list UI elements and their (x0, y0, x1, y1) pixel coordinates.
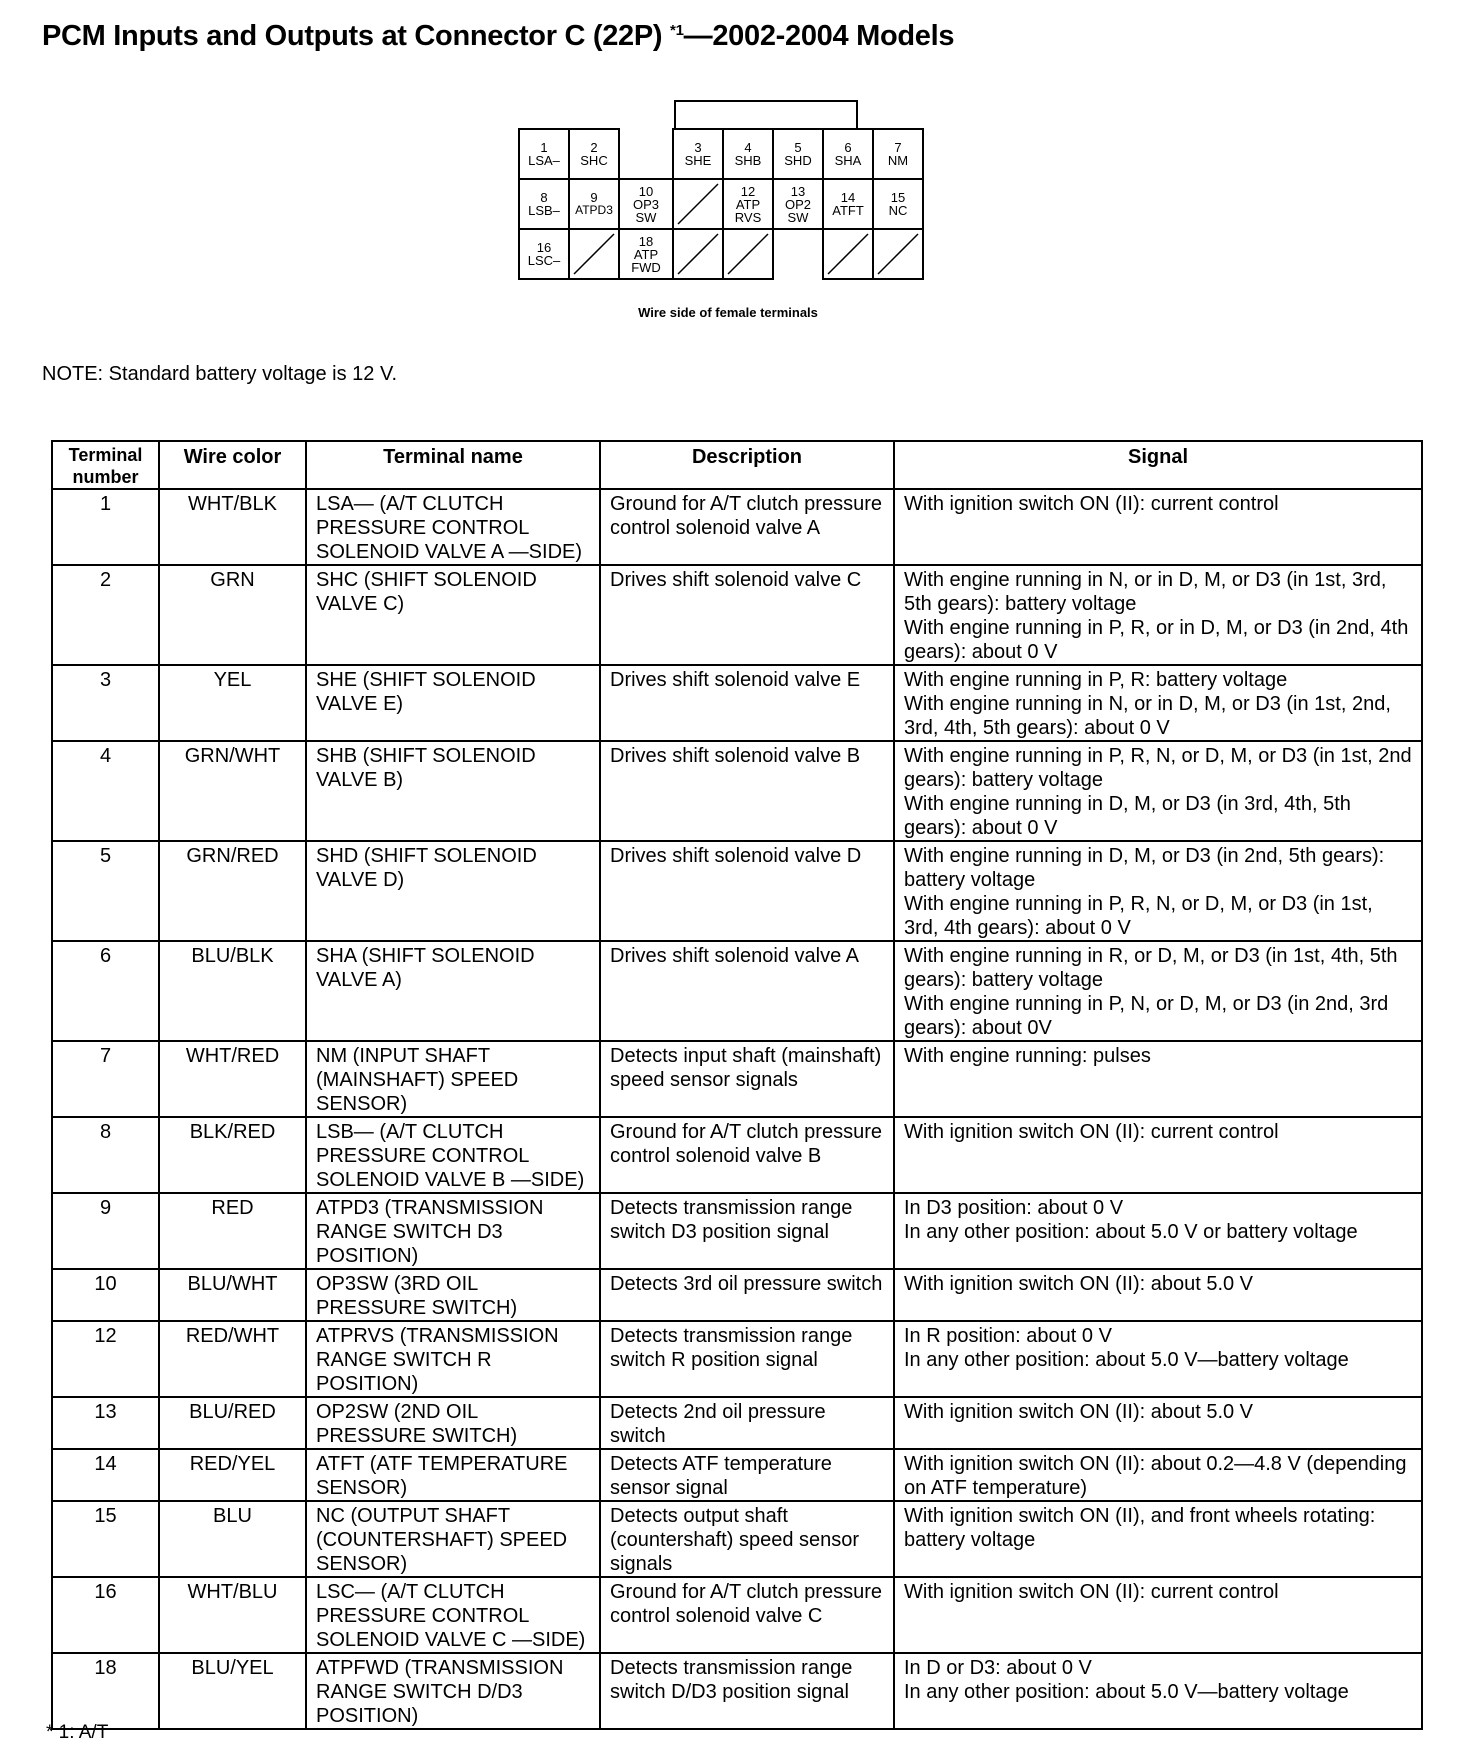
cell-description: Drives shift solenoid valve B (600, 741, 894, 841)
terminal-empty (722, 228, 774, 280)
terminal-label: ATPD3 (575, 203, 613, 217)
table-row (52, 1193, 1422, 1269)
cell-wire-color: BLU/BLK (159, 941, 306, 1041)
cell-terminal-name: LSB— (A/T CLUTCH PRESSURE CONTROL SOLENOID VALVE B —SIDE) (306, 1117, 600, 1193)
cell-description: Detects transmission range switch D3 position signal (600, 1193, 894, 1269)
table-row (52, 941, 1422, 1041)
cell-terminal-number: 6 (52, 941, 159, 1041)
terminal-label: FWD (631, 259, 661, 275)
cell-terminal-name: NC (OUTPUT SHAFT (COUNTERSHAFT) SPEED SENSOR) (306, 1501, 600, 1577)
table-row (52, 1449, 1422, 1501)
signal-line: With engine running in P, R, or in D, M, or D3 (in 2nd, 4th gears): about 0 V (904, 617, 1409, 663)
cell-description: Detects transmission range switch R position signal (600, 1321, 894, 1397)
terminal-number: 10 (638, 183, 654, 199)
terminal-13 (772, 178, 824, 230)
connector-diagram (518, 100, 938, 300)
terminal-number: 7 (894, 140, 902, 155)
empty-slash-icon (824, 230, 872, 278)
cell-description: Detects 2nd oil pressure switch (600, 1397, 894, 1449)
cell-signal (894, 1577, 1422, 1653)
terminal-label: RVS (734, 209, 762, 225)
terminal-empty (872, 228, 924, 280)
table-row (52, 841, 1422, 941)
signal-line: With engine running in P, R, N, or D, M, or D3 (in 1st, 2nd gears): battery voltage (904, 745, 1412, 791)
table-row (52, 1653, 1422, 1729)
signal-line: In any other position: about 5.0 V—battery voltage (904, 1681, 1349, 1703)
table-row (52, 1321, 1422, 1397)
cell-wire-color: RED/WHT (159, 1321, 306, 1397)
terminal-label: SHE (684, 153, 712, 168)
cell-terminal-name: ATPRVS (TRANSMISSION RANGE SWITCH R POSITION) (306, 1321, 600, 1397)
terminal-empty (822, 228, 874, 280)
cell-wire-color: WHT/BLU (159, 1577, 306, 1653)
cell-terminal-number: 8 (52, 1117, 159, 1193)
cell-terminal-number: 1 (52, 489, 159, 565)
header-terminal-number: Terminal number (52, 441, 159, 489)
cell-terminal-number: 3 (52, 665, 159, 741)
cell-description: Detects 3rd oil pressure switch (600, 1269, 894, 1321)
cell-terminal-number: 13 (52, 1397, 159, 1449)
terminal-label: ATP (633, 246, 659, 262)
terminal-7 (872, 128, 924, 180)
terminal-label: SHA (834, 153, 862, 168)
terminal-label: NC (888, 203, 908, 218)
cell-terminal-number: 10 (52, 1269, 159, 1321)
cell-terminal-name: OP2SW (2ND OIL PRESSURE SWITCH) (306, 1397, 600, 1449)
terminal-empty (672, 178, 724, 230)
terminal-number: 12 (740, 183, 756, 199)
terminal-label: NM (887, 153, 909, 168)
signal-line: With engine running in R, or D, M, or D3 (in 1st, 4th, 5th gears): battery voltage (904, 945, 1398, 991)
signal-line: In R position: about 0 V (904, 1325, 1112, 1347)
cell-wire-color: BLU/RED (159, 1397, 306, 1449)
terminal-label: LSC– (527, 253, 561, 268)
terminal-number: 14 (840, 190, 856, 205)
signal-line: With engine running in P, N, or D, M, or D3 (in 2nd, 3rd gears): about 0V (904, 993, 1389, 1039)
empty-slash-icon (570, 230, 618, 278)
header-terminal-name: Terminal name (306, 441, 600, 489)
signal-line: In any other position: about 5.0 V or battery voltage (904, 1221, 1358, 1243)
cell-signal (894, 1269, 1422, 1321)
cell-terminal-name: NM (INPUT SHAFT (MAINSHAFT) SPEED SENSOR) (306, 1041, 600, 1117)
signal-line: With ignition switch ON (II): current control (904, 1581, 1279, 1603)
cell-wire-color: RED/YEL (159, 1449, 306, 1501)
table-row (52, 565, 1422, 665)
header-signal: Signal (894, 441, 1422, 489)
cell-signal (894, 941, 1422, 1041)
terminal-5 (772, 128, 824, 180)
terminal-label: SHC (580, 153, 608, 168)
cell-wire-color: WHT/BLK (159, 489, 306, 565)
terminal-number: 6 (844, 140, 852, 155)
table-row (52, 1117, 1422, 1193)
page-title (42, 20, 954, 53)
cell-wire-color: GRN/RED (159, 841, 306, 941)
terminal-4 (722, 128, 774, 180)
terminal-1 (518, 128, 570, 180)
terminal-label: ATFT (832, 203, 864, 218)
cell-terminal-number: 14 (52, 1449, 159, 1501)
signal-line: In any other position: about 5.0 V—battery voltage (904, 1349, 1349, 1371)
cell-description: Drives shift solenoid valve C (600, 565, 894, 665)
cell-signal (894, 741, 1422, 841)
terminal-number: 15 (890, 190, 906, 205)
cell-description: Detects transmission range switch D/D3 position signal (600, 1653, 894, 1729)
header-wire-color: Wire color (159, 441, 306, 489)
cell-terminal-number: 15 (52, 1501, 159, 1577)
cell-wire-color: WHT/RED (159, 1041, 306, 1117)
signal-line: With engine running in P, R, N, or D, M, or D3 (in 1st, 3rd, 4th gears): about 0 V (904, 893, 1373, 939)
table-row (52, 1269, 1422, 1321)
cell-terminal-name: SHE (SHIFT SOLENOID VALVE E) (306, 665, 600, 741)
cell-terminal-name: SHA (SHIFT SOLENOID VALVE A) (306, 941, 600, 1041)
cell-wire-color: BLU/YEL (159, 1653, 306, 1729)
cell-signal (894, 1321, 1422, 1397)
cell-terminal-name: SHB (SHIFT SOLENOID VALVE B) (306, 741, 600, 841)
cell-description: Drives shift solenoid valve A (600, 941, 894, 1041)
terminal-label: LSB– (528, 203, 560, 218)
cell-wire-color: BLK/RED (159, 1117, 306, 1193)
cell-signal (894, 1653, 1422, 1729)
table-row (52, 1501, 1422, 1577)
terminal-label: SW (787, 209, 809, 225)
cell-terminal-name: ATPFWD (TRANSMISSION RANGE SWITCH D/D3 POSITION) (306, 1653, 600, 1729)
cell-wire-color: YEL (159, 665, 306, 741)
cell-terminal-number: 2 (52, 565, 159, 665)
terminal-14 (822, 178, 874, 230)
table-row (52, 1397, 1422, 1449)
signal-line: With engine running in D, M, or D3 (in 2nd, 5th gears): battery voltage (904, 845, 1385, 891)
terminal-number: 2 (590, 140, 598, 155)
cell-signal (894, 489, 1422, 565)
empty-slash-icon (724, 230, 772, 278)
terminal-number: 13 (790, 183, 806, 199)
cell-signal (894, 1041, 1422, 1117)
cell-description: Detects output shaft (countershaft) speed sensor signals (600, 1501, 894, 1577)
cell-wire-color: RED (159, 1193, 306, 1269)
cell-terminal-name: OP3SW (3RD OIL PRESSURE SWITCH) (306, 1269, 600, 1321)
cell-terminal-name: ATFT (ATF TEMPERATURE SENSOR) (306, 1449, 600, 1501)
terminal-empty (568, 228, 620, 280)
table-row (52, 741, 1422, 841)
empty-slash-icon (674, 230, 722, 278)
note-text: NOTE: Standard battery voltage is 12 V. (42, 363, 398, 385)
table-row (52, 665, 1422, 741)
signal-line: With ignition switch ON (II): about 5.0 V (904, 1273, 1254, 1295)
terminal-number: 9 (590, 190, 598, 205)
terminal-15 (872, 178, 924, 230)
cell-signal (894, 1397, 1422, 1449)
terminal-empty (672, 228, 724, 280)
terminal-label: SHB (734, 153, 762, 168)
cell-terminal-name: SHC (SHIFT SOLENOID VALVE C) (306, 565, 600, 665)
title-superscript: *1 (670, 22, 684, 39)
signal-line: With ignition switch ON (II): current control (904, 493, 1279, 515)
terminal-label: SHD (784, 153, 812, 168)
cell-description: Detects ATF temperature sensor signal (600, 1449, 894, 1501)
terminal-12 (722, 178, 774, 230)
terminal-16 (518, 228, 570, 280)
terminal-table (51, 440, 1423, 1730)
terminal-3 (672, 128, 724, 180)
cell-description: Ground for A/T clutch pressure control solenoid valve B (600, 1117, 894, 1193)
cell-signal (894, 1193, 1422, 1269)
terminal-number: 8 (540, 190, 548, 205)
cell-terminal-number: 9 (52, 1193, 159, 1269)
cell-terminal-name: LSA— (A/T CLUTCH PRESSURE CONTROL SOLENOID VALVE A —SIDE) (306, 489, 600, 565)
cell-description: Drives shift solenoid valve D (600, 841, 894, 941)
signal-line: In D or D3: about 0 V (904, 1657, 1092, 1679)
terminal-label: ATP (735, 196, 761, 212)
cell-terminal-number: 12 (52, 1321, 159, 1397)
cell-wire-color: BLU/WHT (159, 1269, 306, 1321)
cell-signal (894, 1449, 1422, 1501)
table-header-row (52, 441, 1422, 489)
cell-terminal-name: SHD (SHIFT SOLENOID VALVE D) (306, 841, 600, 941)
signal-line: With ignition switch ON (II): about 0.2—4.8 V (depending on ATF temperature) (904, 1453, 1407, 1499)
empty-slash-icon (674, 180, 722, 228)
title-suffix: —2002-2004 Models (683, 20, 955, 52)
cell-wire-color: GRN/WHT (159, 741, 306, 841)
title-main: PCM Inputs and Outputs at Connector C (22P) (42, 20, 663, 52)
terminal-8 (518, 178, 570, 230)
signal-line: With ignition switch ON (II): current control (904, 1121, 1279, 1143)
table-row (52, 489, 1422, 565)
cell-terminal-number: 18 (52, 1653, 159, 1729)
header-description: Description (600, 441, 894, 489)
connector-caption: Wire side of female terminals (638, 305, 818, 320)
terminal-label: OP3 (632, 196, 659, 212)
footnote: * 1: A/T (46, 1722, 109, 1743)
cell-signal (894, 841, 1422, 941)
signal-line: With engine running in D, M, or D3 (in 3rd, 4th, 5th gears): about 0 V (904, 793, 1351, 839)
cell-description: Detects input shaft (mainshaft) speed sensor signals (600, 1041, 894, 1117)
cell-description: Drives shift solenoid valve E (600, 665, 894, 741)
terminal-number: 4 (744, 140, 752, 155)
signal-line: With engine running in N, or in D, M, or D3 (in 1st, 2nd, 3rd, 4th, 5th gears): about 0 V (904, 693, 1391, 739)
cell-description: Ground for A/T clutch pressure control solenoid valve A (600, 489, 894, 565)
terminal-number: 18 (638, 233, 654, 249)
cell-signal (894, 665, 1422, 741)
signal-line: With engine running in P, R: battery voltage (904, 669, 1288, 691)
terminal-9 (568, 178, 620, 230)
signal-line: With engine running in N, or in D, M, or D3 (in 1st, 3rd, 5th gears): battery voltage (904, 569, 1387, 615)
cell-signal (894, 565, 1422, 665)
terminal-label: SW (635, 209, 657, 225)
terminal-6 (822, 128, 874, 180)
terminal-number: 3 (694, 140, 702, 155)
connector-lock-tab (674, 100, 858, 130)
cell-terminal-name: ATPD3 (TRANSMISSION RANGE SWITCH D3 POSITION) (306, 1193, 600, 1269)
table-row (52, 1577, 1422, 1653)
terminal-number: 1 (540, 140, 548, 155)
terminal-label: OP2 (784, 196, 811, 212)
signal-line: In D3 position: about 0 V (904, 1197, 1124, 1219)
terminal-label: LSA– (528, 153, 560, 168)
terminal-number: 16 (536, 240, 552, 255)
cell-terminal-number: 5 (52, 841, 159, 941)
table-body (52, 489, 1422, 1729)
empty-slash-icon (874, 230, 922, 278)
cell-terminal-number: 7 (52, 1041, 159, 1117)
cell-terminal-name: LSC— (A/T CLUTCH PRESSURE CONTROL SOLENOID VALVE C —SIDE) (306, 1577, 600, 1653)
terminal-10 (618, 178, 674, 230)
signal-line: With ignition switch ON (II), and front wheels rotating: battery voltage (904, 1505, 1376, 1551)
terminal-2 (568, 128, 620, 180)
cell-description: Ground for A/T clutch pressure control solenoid valve C (600, 1577, 894, 1653)
cell-wire-color: GRN (159, 565, 306, 665)
terminal-number: 5 (794, 140, 802, 155)
cell-wire-color: BLU (159, 1501, 306, 1577)
cell-signal (894, 1117, 1422, 1193)
cell-terminal-number: 16 (52, 1577, 159, 1653)
cell-signal (894, 1501, 1422, 1577)
table-row (52, 1041, 1422, 1117)
cell-terminal-number: 4 (52, 741, 159, 841)
terminal-18 (618, 228, 674, 280)
signal-line: With engine running: pulses (904, 1045, 1151, 1067)
signal-line: With ignition switch ON (II): about 5.0 V (904, 1401, 1254, 1423)
